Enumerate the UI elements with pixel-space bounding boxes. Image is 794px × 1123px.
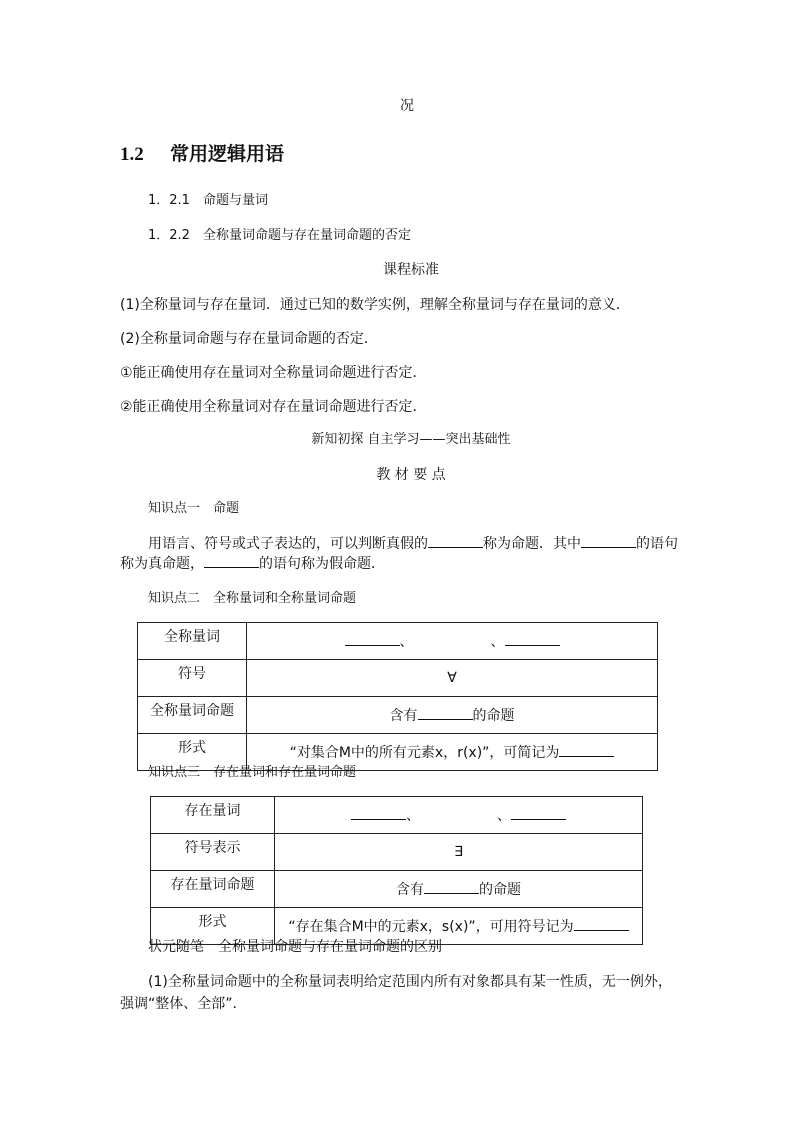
- kp1-text: 称为真命题，: [120, 556, 204, 572]
- standard-item: ②能正确使用全称量词对存在量词命题进行否定．: [120, 399, 427, 415]
- row-value: ∃: [275, 834, 643, 871]
- row-value-text: 含有: [396, 882, 424, 898]
- row-value-text: “对集合M中的所有元素x，r(x)”，可简记为: [289, 745, 560, 761]
- kp1-text: 称为命题．其中: [483, 536, 581, 552]
- subsection-1: 1．2.1 命题与量词: [148, 193, 268, 208]
- fill-blank[interactable]: [351, 806, 406, 820]
- row-value-text: 含有: [389, 708, 418, 724]
- universal-quantifier-table: [137, 622, 658, 771]
- standard-item: (1)全称量词与存在量词．通过已知的数学实例，理解全称量词与存在量词的意义．: [120, 297, 630, 313]
- fill-blank[interactable]: [345, 632, 400, 646]
- kp2-heading: 知识点二 全称量词和全称量词命题: [148, 591, 357, 606]
- table-row: [138, 623, 658, 660]
- subsection-2: 1．2.2 全称量词命题与存在量词命题的否定: [148, 228, 411, 243]
- row-label: 全称量词命题: [138, 697, 247, 734]
- note-paragraph: 强调“整体、全部”．: [120, 996, 247, 1012]
- row-label: 全称量词: [138, 623, 247, 660]
- row-label: 形式: [151, 908, 275, 945]
- row-label: 符号表示: [151, 834, 275, 871]
- note-heading: 状元随笔 全称量词命题与存在量词命题的区别: [148, 939, 442, 955]
- row-value: ∀: [247, 660, 658, 697]
- table-row: [138, 697, 658, 734]
- row-value-text: 的命题: [472, 708, 515, 724]
- part-subtitle: 教 材 要 点: [376, 467, 446, 483]
- fill-blank[interactable]: [204, 555, 259, 568]
- row-value-text: 、 、: [406, 808, 511, 824]
- fill-blank[interactable]: [505, 632, 560, 646]
- standard-item: (2)全称量词命题与存在量词命题的否定．: [120, 331, 378, 347]
- row-label: 形式: [138, 734, 247, 771]
- kp1-line-1: [148, 535, 678, 553]
- row-value: [275, 871, 643, 908]
- fill-blank[interactable]: [511, 806, 566, 820]
- table-row: [138, 660, 658, 697]
- row-value-text: 的命题: [479, 882, 521, 898]
- section-number: 1.2: [120, 144, 144, 165]
- existential-quantifier-table: [150, 796, 643, 945]
- kp1-text: 的语句称为假命题．: [259, 556, 385, 572]
- kp1-line-2: [120, 555, 385, 573]
- row-value: [247, 623, 658, 660]
- section-heading: [120, 143, 284, 167]
- row-value-text: “存在集合M中的元素x，s(x)”，可用符号记为: [288, 919, 574, 935]
- table-row: [151, 797, 643, 834]
- table-row: [151, 834, 643, 871]
- section-title: 常用逻辑用语: [170, 144, 285, 165]
- row-label: 存在量词命题: [151, 871, 275, 908]
- fill-blank[interactable]: [424, 880, 479, 894]
- standard-item: ①能正确使用存在量词对全称量词命题进行否定．: [120, 365, 427, 381]
- part-title: 新知初探 自主学习——突出基础性: [311, 432, 511, 447]
- row-value: [247, 697, 658, 734]
- row-value-text: 、 、: [399, 634, 505, 650]
- fill-blank[interactable]: [428, 535, 483, 548]
- row-value: [275, 797, 643, 834]
- note-paragraph: (1)全称量词命题中的全称量词表明给定范围内所有对象都具有某一性质，无一例外，: [148, 974, 672, 990]
- header-fragment: 况: [400, 98, 414, 114]
- fill-blank[interactable]: [559, 743, 614, 757]
- fill-blank[interactable]: [418, 706, 473, 720]
- row-label: 存在量词: [151, 797, 275, 834]
- kp1-text: 的语句: [636, 536, 678, 552]
- table-row: [151, 871, 643, 908]
- fill-blank[interactable]: [581, 535, 636, 548]
- kp1-heading: 知识点一 命题: [148, 501, 240, 516]
- fill-blank[interactable]: [574, 917, 629, 931]
- kp1-text: 用语言、符号或式子表达的，可以判断真假的: [148, 536, 428, 552]
- kp3-heading: 知识点三 存在量词和存在量词命题: [148, 765, 357, 780]
- row-label: 符号: [138, 660, 247, 697]
- standards-heading: 课程标准: [383, 262, 439, 278]
